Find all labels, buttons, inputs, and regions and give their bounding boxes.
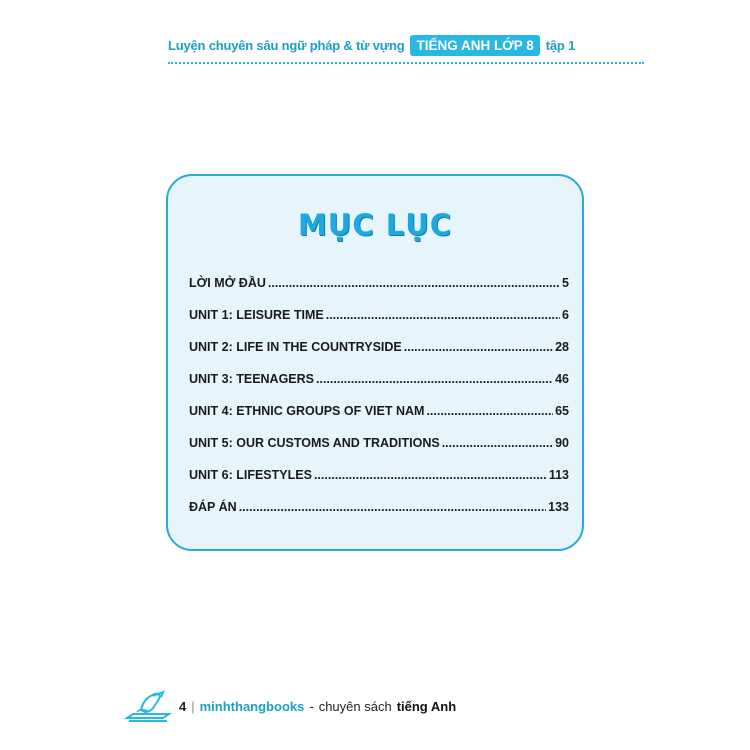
toc-entry[interactable] xyxy=(189,468,569,500)
grade-badge: TIẾNG ANH LỚP 8 xyxy=(410,35,539,56)
publisher-brand: minhthangbooks xyxy=(199,698,305,714)
running-header xyxy=(168,30,575,60)
toc-entry[interactable] xyxy=(189,372,569,404)
toc-entry[interactable] xyxy=(189,500,569,532)
toc-entry-label: UNIT 3: TEENAGERS xyxy=(189,372,315,386)
footer-tagline-emphasis: tiếng Anh xyxy=(396,698,457,714)
footer-text xyxy=(179,699,456,714)
toc-entry-page: 28 xyxy=(555,340,569,354)
series-title: Luyện chuyên sâu ngữ pháp & từ vựng xyxy=(168,37,405,53)
toc-entry[interactable] xyxy=(189,340,569,372)
toc-entry[interactable] xyxy=(189,308,569,340)
toc-entry-label: UNIT 6: LIFESTYLES xyxy=(189,468,312,482)
volume-label: tập 1 xyxy=(545,37,576,53)
toc-entry-page: 6 xyxy=(562,308,569,322)
toc-title: MỤC LỤC xyxy=(297,208,453,242)
dot-leader xyxy=(404,340,553,354)
pen-writing-icon xyxy=(123,688,173,724)
page-footer xyxy=(123,688,456,724)
toc-entry-page: 5 xyxy=(562,276,569,290)
toc-entry-label: LỜI MỞ ĐẦU xyxy=(189,276,266,290)
toc-entry[interactable] xyxy=(189,404,569,436)
toc-entry-page: 90 xyxy=(555,436,569,450)
header-divider xyxy=(168,62,644,64)
dot-leader xyxy=(426,404,553,418)
dot-leader xyxy=(239,500,546,514)
dot-leader xyxy=(268,276,560,290)
dot-leader xyxy=(316,372,553,386)
toc-entry[interactable] xyxy=(189,276,569,308)
footer-dash: - xyxy=(309,698,314,714)
dot-leader xyxy=(442,436,553,450)
toc-entry-page: 113 xyxy=(548,468,569,482)
dot-leader xyxy=(314,468,547,482)
toc-entry-label: UNIT 2: LIFE IN THE COUNTRYSIDE xyxy=(189,340,402,354)
toc-entry-label: ĐÁP ÁN xyxy=(189,500,237,514)
toc-entry[interactable] xyxy=(189,436,569,468)
toc-entry-label: UNIT 4: ETHNIC GROUPS OF VIET NAM xyxy=(189,404,425,418)
toc-entry-page: 133 xyxy=(548,500,569,514)
dot-leader xyxy=(326,308,560,322)
toc-entry-page: 65 xyxy=(555,404,569,418)
toc-entry-label: UNIT 5: OUR CUSTOMS AND TRADITIONS xyxy=(189,436,440,450)
toc-entry-label: UNIT 1: LEISURE TIME xyxy=(189,308,324,322)
toc-list xyxy=(189,276,569,532)
page-number: 4 xyxy=(179,698,187,714)
toc-entry-page: 46 xyxy=(555,372,569,386)
footer-separator: | xyxy=(191,698,195,714)
table-of-contents-box xyxy=(166,174,584,551)
footer-tagline: chuyên sách xyxy=(318,698,392,714)
